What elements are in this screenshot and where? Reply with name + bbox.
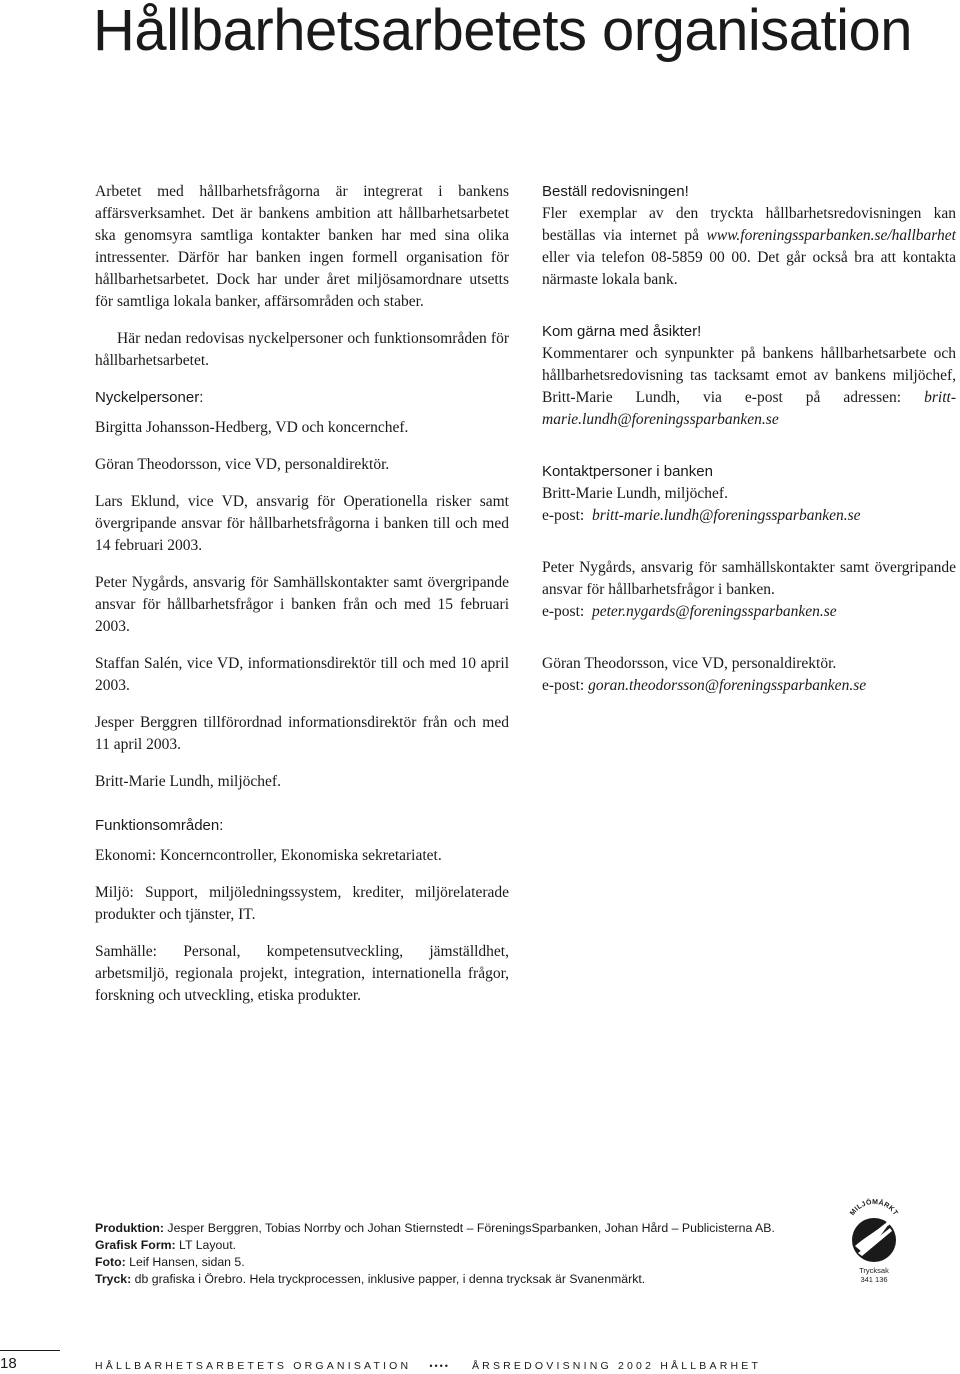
contact-email-link[interactable]: goran.theodorsson@foreningssparbanken.se	[588, 677, 867, 694]
ecolabel-caption-2: 341 136	[860, 1275, 888, 1284]
order-link[interactable]: www.foreningssparbanken.se/hallbarhet	[706, 227, 956, 244]
feedback-paragraph: Kommentarer och synpunkter på bankens hållbarhetsarbete och hållbarhetsredovisning tas tacksamt emot av bankens miljöchef, Britt-Marie Lundh, via e-post på adressen: britt-marie.lundh@foreningssparbanken.se	[542, 345, 956, 428]
swan-logo-icon	[842, 1198, 906, 1266]
contacts-heading: Kontaktpersoner i banken	[542, 463, 713, 480]
contact-email-line: e-post: peter.nygards@foreningssparbanken.se	[542, 603, 837, 620]
credits	[95, 1220, 835, 1288]
key-person: Jesper Berggren tillförordnad informationsdirektör från och med 11 april 2003.	[95, 714, 509, 753]
footer-dots: ••••	[429, 1361, 450, 1371]
page-number: 18	[0, 1355, 17, 1372]
feedback-email-link[interactable]: britt-marie.lundh@foreningssparbanken.se	[542, 389, 956, 428]
function-area: Samhälle: Personal, kompetensutveckling, jämställdhet, arbetsmiljö, regionala projekt, integration, internationella frågor, forskning och utveckling, etiska produkter.	[95, 943, 509, 1004]
nordic-swan-ecolabel	[842, 1198, 906, 1292]
ecolabel-caption-1: Trycksak	[859, 1266, 889, 1275]
contact-name: Göran Theodorsson, vice VD, personaldirektör.	[542, 655, 837, 672]
functions-heading: Funktionsområden:	[95, 817, 224, 834]
feedback-heading: Kom gärna med åsikter!	[542, 323, 702, 340]
right-column	[542, 181, 956, 712]
page-title: Hållbarhetsarbetets organisation	[93, 0, 913, 63]
ecolabel-arc-text: MILJÖMÄRKT	[849, 1198, 899, 1218]
credit-design: Grafisk Form: LT Layout.	[95, 1238, 237, 1252]
left-column	[95, 181, 509, 1022]
key-person: Göran Theodorsson, vice VD, personaldirektör.	[95, 456, 390, 473]
credit-production: Produktion: Jesper Berggren, Tobias Norrby och Johan Stiernstedt – FöreningsSparbanken, Johan Hård – Publicisterna AB.	[95, 1221, 775, 1235]
intro-paragraph: Arbetet med hållbarhetsfrågorna är integrerat i bankens affärsverksamhet. Det är bankens ambition att hållbarhetsarbetet ska genomsyra samtliga kontakter banken har med sina olika intressenter. Därför har banken ingen formell organisation för hållbarhetsarbetet. Dock har under året miljösamordnare utsetts för samtliga lokala banker, affärsområden och staber.	[95, 183, 509, 310]
contact-name: Peter Nygårds, ansvarig för samhällskontakter samt övergripande ansvar för hållbarhetsfrågor i banken.	[542, 559, 956, 598]
running-footer	[95, 1360, 761, 1372]
key-person: Peter Nygårds, ansvarig för Samhällskontakter samt övergripande ansvar för hållbarhetsfrågor i banken från och med 15 februari 2003.	[95, 574, 509, 635]
key-person: Britt-Marie Lundh, miljöchef.	[95, 773, 281, 790]
order-heading: Beställ redovisningen!	[542, 183, 689, 200]
key-people-heading: Nyckelpersoner:	[95, 389, 204, 406]
contact-name: Britt-Marie Lundh, miljöchef.	[542, 485, 728, 502]
order-paragraph: Fler exemplar av den tryckta hållbarhetsredovisningen kan beställas via internet på www.foreningssparbanken.se/hallbarhet eller via telefon 08-5859 00 00. Det går också bra att kontakta närmaste lokala bank.	[542, 205, 956, 288]
contact-email-link[interactable]: peter.nygards@foreningssparbanken.se	[591, 603, 837, 620]
contact-email-line: e-post: britt-marie.lundh@foreningssparbanken.se	[542, 507, 861, 524]
intro-paragraph-2: Här nedan redovisas nyckelpersoner och funktionsområden för hållbarhetsarbetet.	[95, 330, 509, 369]
function-area: Ekonomi: Koncerncontroller, Ekonomiska sekretariatet.	[95, 847, 442, 864]
footer-publication: ÅRSREDOVISNING 2002 HÅLLBARHET	[471, 1360, 762, 1372]
contact-email-link[interactable]: britt-marie.lundh@foreningssparbanken.se	[591, 507, 861, 524]
contact-email-line: e-post: goran.theodorsson@foreningssparbanken.se	[542, 677, 867, 694]
key-person: Lars Eklund, vice VD, ansvarig för Operationella risker samt övergripande ansvar för hållbarhetsfrågorna i banken till och med 14 februari 2003.	[95, 493, 509, 554]
footer-section: HÅLLBARHETSARBETETS ORGANISATION	[95, 1360, 412, 1372]
key-person: Staffan Salén, vice VD, informationsdirektör till och med 10 april 2003.	[95, 655, 509, 694]
function-area: Miljö: Support, miljöledningssystem, krediter, miljörelaterade produkter och tjänster, IT.	[95, 884, 509, 923]
credit-photo: Foto: Leif Hansen, sidan 5.	[95, 1255, 245, 1269]
credit-print: Tryck: db grafiska i Örebro. Hela tryckprocessen, inklusive papper, i denna trycksak är Svanenmärkt.	[95, 1272, 646, 1286]
footer-rule	[0, 1350, 60, 1351]
svg-text:MILJÖMÄRKT	[849, 1198, 899, 1217]
key-person: Birgitta Johansson-Hedberg, VD och koncernchef.	[95, 419, 409, 436]
